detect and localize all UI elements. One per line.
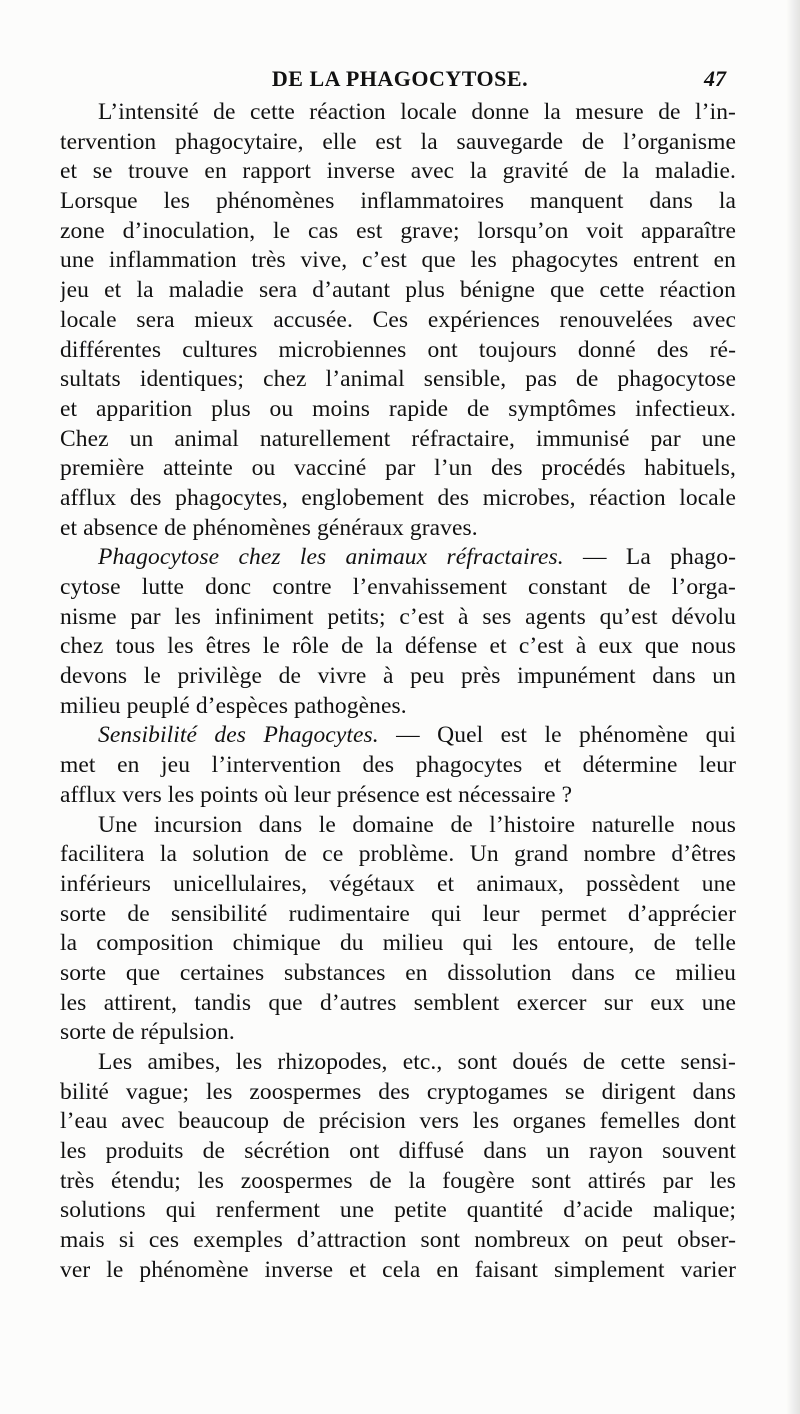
text-line: les attirent, tandis que d’autres semblent exercer sur eux une bbox=[60, 989, 736, 1016]
text-line: sorte de sensibilité rudimentaire qui leur permet d’apprécier bbox=[60, 900, 736, 927]
paragraph-1 bbox=[60, 98, 736, 543]
text-line: et apparition plus ou moins rapide de symptômes infectieux. bbox=[60, 395, 736, 422]
text-line: sorte de répulsion. bbox=[60, 1019, 235, 1046]
text-line bbox=[60, 721, 736, 751]
text-line: L’intensité de cette réaction locale donne la mesure de l’in- bbox=[98, 99, 736, 125]
text-run: — Quel est le phénomène qui bbox=[378, 722, 736, 749]
text-line bbox=[60, 543, 736, 573]
text-line: l’eau avec beaucoup de précision vers les organes femelles dont bbox=[60, 1108, 736, 1135]
text-line: les produits de sécrétion ont diffusé dans un rayon souvent bbox=[60, 1138, 736, 1165]
text-line: la composition chimique du milieu qui les entoure, de telle bbox=[60, 930, 736, 957]
text-line: Chez un animal naturellement réfractaire, immunisé par une bbox=[60, 425, 736, 452]
paragraph-3 bbox=[60, 721, 736, 810]
text-line: et absence de phénomènes généraux graves. bbox=[60, 514, 478, 541]
page-edge-shadow bbox=[786, 0, 800, 1414]
text-line: solutions qui renferment une petite quantité d’acide malique; bbox=[60, 1197, 736, 1224]
text-line: Les amibes, les rhizopodes, etc., sont doués de cette sensi- bbox=[98, 1049, 736, 1075]
text-line: inférieurs unicellulaires, végétaux et animaux, possèdent une bbox=[60, 870, 736, 897]
text-line: Une incursion dans le domaine de l’histoire naturelle nous bbox=[98, 811, 736, 838]
text-line: afflux vers les points où leur présence est nécessaire ? bbox=[60, 781, 573, 808]
text-line: cytose lutte donc contre l’envahissement constant de l’orga- bbox=[60, 574, 736, 600]
text-line: et se trouve en rapport inverse avec la gravité de la maladie. bbox=[60, 158, 736, 185]
text-line: très étendu; les zoospermes de la fougère sont attirés par les bbox=[60, 1167, 736, 1194]
text-line: Lorsque les phénomènes inflammatoires manquent dans la bbox=[60, 188, 736, 215]
text-line: ver le phénomène inverse et cela en faisant simplement varier bbox=[60, 1256, 736, 1283]
text-line: locale sera mieux accusée. Ces expériences renouvelées avec bbox=[60, 306, 736, 333]
text-line: une inflammation très vive, c’est que les phagocytes entrent en bbox=[60, 247, 736, 274]
text-line: première atteinte ou vacciné par l’un des procédés habituels, bbox=[60, 455, 736, 482]
paragraph-2 bbox=[60, 543, 736, 721]
running-title: DE LA PHAGOCYTOSE. bbox=[271, 66, 529, 91]
text-line: bilité vague; les zoospermes des cryptogames se dirigent dans bbox=[60, 1078, 736, 1105]
text-line: facilitera la solution de ce problème. Un grand nombre d’êtres bbox=[60, 841, 736, 868]
paragraph-5 bbox=[60, 1048, 736, 1286]
paragraph-4 bbox=[60, 811, 736, 1049]
text-line: tervention phagocytaire, elle est la sauvegarde de l’organisme bbox=[60, 128, 736, 155]
page-number: 47 bbox=[704, 66, 726, 91]
text-line: nisme par les infiniment petits; c’est à ses agents qu’est dévolu bbox=[60, 603, 736, 630]
text-line: sorte que certaines substances en dissolution dans ce milieu bbox=[60, 959, 736, 986]
text-line: mais si ces exemples d’attraction sont nombreux on peut obser- bbox=[60, 1227, 736, 1254]
section-heading: Phagocytose chez les animaux réfractaires. bbox=[98, 544, 564, 571]
text-line: milieu peuplé d’espèces pathogènes. bbox=[60, 692, 407, 719]
text-line: jeu et la maladie sera d’autant plus bénigne que cette réaction bbox=[60, 277, 736, 304]
section-heading: Sensibilité des Phagocytes. bbox=[98, 722, 379, 749]
text-line: afflux des phagocytes, englobement des microbes, réaction locale bbox=[60, 484, 736, 511]
text-line: met en jeu l’intervention des phagocytes et détermine leur bbox=[60, 752, 736, 779]
body-text bbox=[60, 98, 736, 1286]
text-line: différentes cultures microbiennes ont toujours donné des ré- bbox=[60, 336, 736, 363]
text-line: sultats identiques; chez l’animal sensible, pas de phagocytose bbox=[60, 366, 736, 393]
text-run: — La phago- bbox=[563, 544, 736, 571]
text-line: chez tous les êtres le rôle de la défense et c’est à eux que nous bbox=[60, 633, 736, 660]
page-header bbox=[0, 66, 800, 94]
text-line: zone d’inoculation, le cas est grave; lorsqu’on voit apparaître bbox=[60, 217, 736, 244]
text-line: devons le privilège de vivre à peu près impunément dans un bbox=[60, 663, 736, 690]
